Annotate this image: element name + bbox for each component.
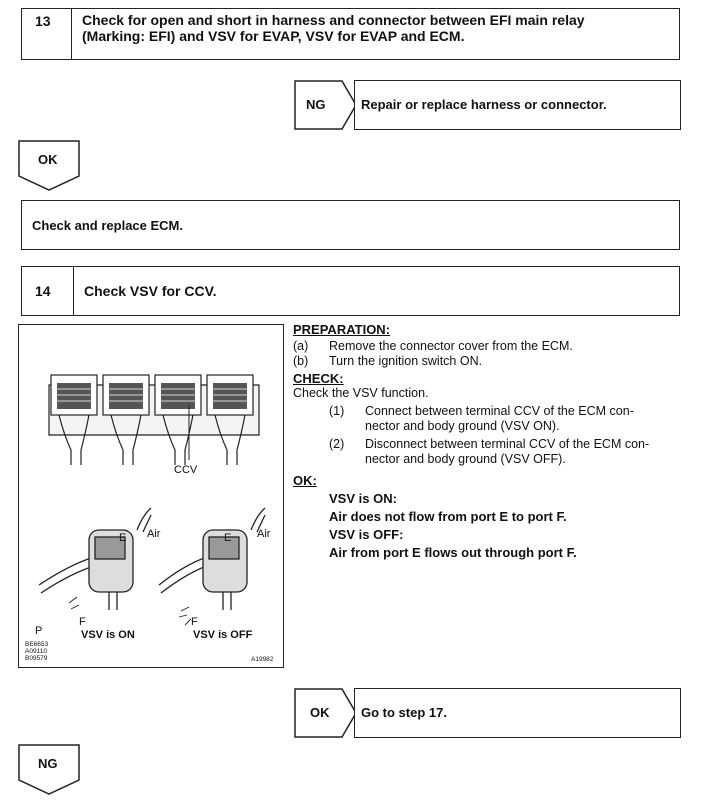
figure-panel (18, 324, 284, 668)
step-13-number-cell (22, 9, 72, 59)
code-p: P (35, 625, 43, 637)
preparation-heading: PREPARATION: (293, 322, 391, 337)
ng-label-2: NG (38, 756, 58, 771)
figure-id: A19982 (251, 656, 274, 663)
label-e-left: E (119, 532, 127, 544)
action-ecm-text: Check and replace ECM. (32, 218, 183, 233)
instructions (293, 322, 688, 562)
ok-label-1: OK (38, 152, 58, 167)
step-13-number: 13 (35, 13, 51, 29)
ok-heading: OK: (293, 473, 317, 488)
label-e-right: E (224, 532, 232, 544)
ok-result-2: Go to step 17. (361, 705, 447, 720)
step-13-box (21, 8, 680, 60)
check-item-1: (1) Connect between terminal CCV of the ECM con- nector and body ground (VSV ON). (329, 404, 634, 433)
label-f-left: F (79, 616, 86, 628)
ok-branch-2 (294, 688, 681, 738)
ccv-label: CCV (174, 464, 198, 476)
ok-label-2: OK (310, 705, 330, 720)
figure-codes: BE6653 A09110 B09579 (25, 641, 49, 662)
label-f-right: F (191, 616, 198, 628)
check-heading: CHECK: (293, 371, 344, 386)
ng-label-1: NG (306, 97, 326, 112)
ng-branch-1 (294, 80, 681, 130)
check-intro: Check the VSV function. (293, 386, 429, 400)
step-14-number: 14 (35, 283, 51, 299)
step-14-title: Check VSV for CCV. (84, 283, 217, 299)
label-air-left: Air (147, 528, 161, 540)
prep-item-a: (a) Remove the connector cover from the ECM. (293, 339, 573, 353)
check-item-2: (2) Disconnect between terminal CCV of the ECM con- nector and body ground (VSV OFF). (329, 437, 650, 466)
step-13-title: Check for open and short in harness and connector between EFI main relay (Marking: EFI) and VSV for EVAP, VSV for EVAP and ECM. (82, 12, 585, 44)
action-ecm-box (21, 200, 680, 250)
prep-item-b: (b) Turn the ignition switch ON. (293, 354, 483, 368)
ng-arrow-1 (294, 80, 359, 130)
caption-vsv-off: VSV is OFF (193, 629, 253, 641)
ok-criteria: VSV is ON: Air does not flow from port E to port F. VSV is OFF: Air from port E flows out through port F. (329, 491, 577, 560)
step-14-box (21, 266, 680, 316)
caption-vsv-on: VSV is ON (81, 629, 135, 641)
label-air-right: Air (257, 528, 271, 540)
ecm-vsv-illustration (19, 325, 283, 667)
ng-result-box-1 (354, 80, 681, 130)
ok-result-box-2 (354, 688, 681, 738)
step-14-number-cell (22, 267, 74, 315)
ng-result-1: Repair or replace harness or connector. (361, 97, 607, 112)
